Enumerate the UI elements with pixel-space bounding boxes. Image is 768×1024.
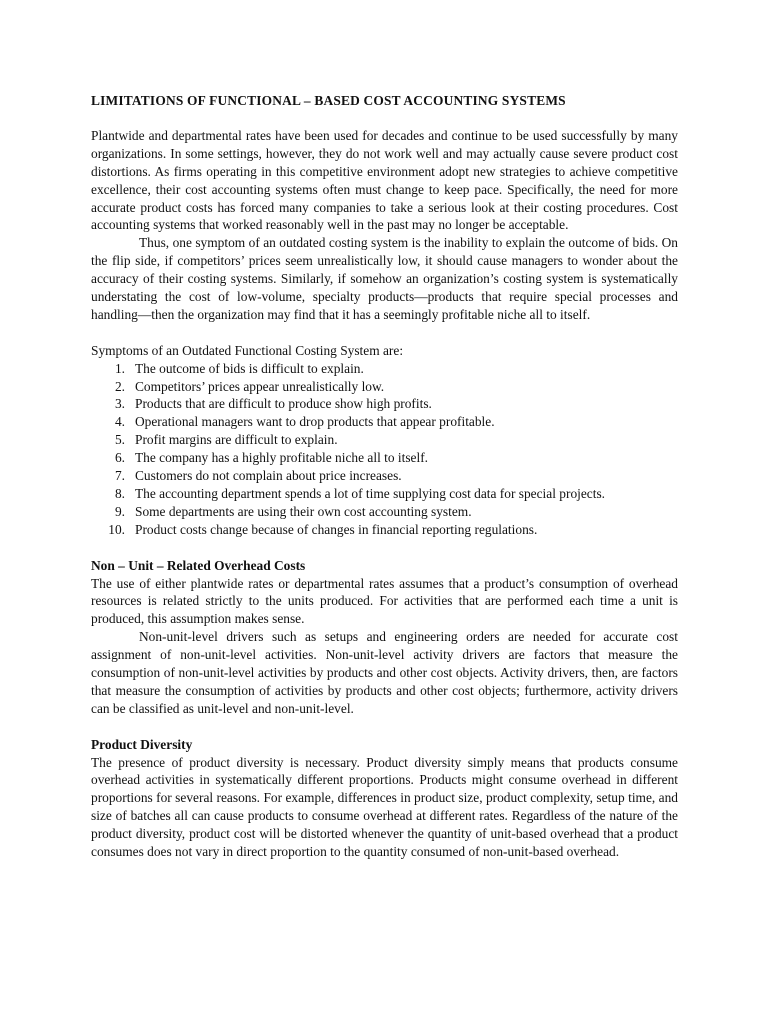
list-number: 1. [114, 360, 125, 376]
list-item [91, 360, 678, 378]
symptoms-list [91, 360, 678, 539]
list-item-text: Customers do not complain about price increases. [135, 468, 402, 484]
list-number: 6. [114, 450, 125, 466]
spacer [91, 324, 678, 342]
symptoms-lead: Symptoms of an Outdated Functional Costing System are: [91, 342, 404, 358]
list-number: 3. [114, 396, 125, 412]
list-item [91, 521, 678, 539]
list-number: 9. [114, 503, 125, 519]
list-number: 2. [114, 378, 125, 394]
list-item-text: Some departments are using their own cost accounting system. [135, 503, 472, 519]
list-item [91, 431, 678, 449]
list-number: 4. [114, 414, 125, 430]
list-item [91, 467, 678, 485]
spacer [91, 718, 678, 736]
non-unit-paragraph-1: The use of either plantwide rates or departmental rates assumes that a product’s consumption of overhead resources is related strictly to the units produced. For activities that are performed each time a unit is produced, this assumption makes sense. [91, 575, 678, 627]
list-item-text: Profit margins are difficult to explain. [135, 432, 338, 448]
intro-paragraph-2: Thus, one symptom of an outdated costing system is the inability to explain the outcome of bids. On the flip side, if competitors’ prices seem unrealistically low, it should cause managers to wonder about the accuracy of their costing systems. Similarly, if somehow an organization’s costing system is systematically understating the cost of low-volume, specialty products—products that require special processes and handling—then the organization may find that it has a seemingly profitable niche all to itself. [91, 235, 678, 322]
section-heading-product-diversity: Product Diversity [91, 736, 193, 752]
list-item-text: The accounting department spends a lot of time supplying cost data for special projects. [135, 486, 606, 502]
list-item [91, 503, 678, 521]
list-item [91, 395, 678, 413]
list-number: 8. [114, 486, 125, 502]
list-item [91, 413, 678, 431]
list-number: 10. [108, 521, 125, 537]
list-item-text: The outcome of bids is difficult to explain. [135, 360, 364, 376]
list-number: 5. [114, 432, 125, 448]
list-item-text: Product costs change because of changes in financial reporting regulations. [135, 521, 538, 537]
product-diversity-paragraph: The presence of product diversity is necessary. Product diversity simply means that products consume overhead activities in systematically different proportions. Products might consume overhead in different proportions for several reasons. For example, differences in product size, product complexity, setup time, and size of batches all can cause products to consume overhead at different rates. Regardless of the nature of the product diversity, product cost will be distorted whenever the quantity of unit-based overhead that a product consumes does not vary in direct proportion to the quantity consumed of non-unit-based overhead. [91, 754, 678, 860]
spacer [91, 539, 678, 557]
section-heading-non-unit: Non – Unit – Related Overhead Costs [91, 557, 306, 573]
list-item [91, 449, 678, 467]
list-item-text: The company has a highly profitable niche all to itself. [135, 450, 429, 466]
document-title: LIMITATIONS OF FUNCTIONAL – BASED COST ACCOUNTING SYSTEMS [91, 93, 566, 108]
list-item [91, 485, 678, 503]
intro-paragraph-1: Plantwide and departmental rates have been used for decades and continue to be used successfully by many organizations. In some settings, however, they do not work well and may actually cause severe product cost distortions. As firms operating in this competitive environment adopt new strategies to achieve competitive excellence, their cost accounting systems often must change to keep pace. Specifically, the need for more accurate product costs has forced many companies to take a serious look at their costing procedures. Cost accounting systems that worked reasonably well in the past may no longer be acceptable. [91, 127, 678, 233]
list-item-text: Operational managers want to drop products that appear profitable. [135, 414, 495, 430]
list-item [91, 378, 678, 396]
document-body [91, 92, 678, 861]
non-unit-paragraph-2: Non-unit-level drivers such as setups and engineering orders are needed for accurate cost assignment of non-unit-level activities. Non-unit-level activity drivers are factors that measure the consumption of non-unit-level activities by products and other cost objects. Activity drivers, then, are factors that measure the consumption of activities by products and other cost objects; furthermore, activity drivers can be classified as unit-level and non-unit-level. [91, 629, 678, 716]
list-number: 7. [114, 468, 125, 484]
list-item-text: Competitors’ prices appear unrealistically low. [135, 378, 385, 394]
list-item-text: Products that are difficult to produce show high profits. [135, 396, 432, 412]
